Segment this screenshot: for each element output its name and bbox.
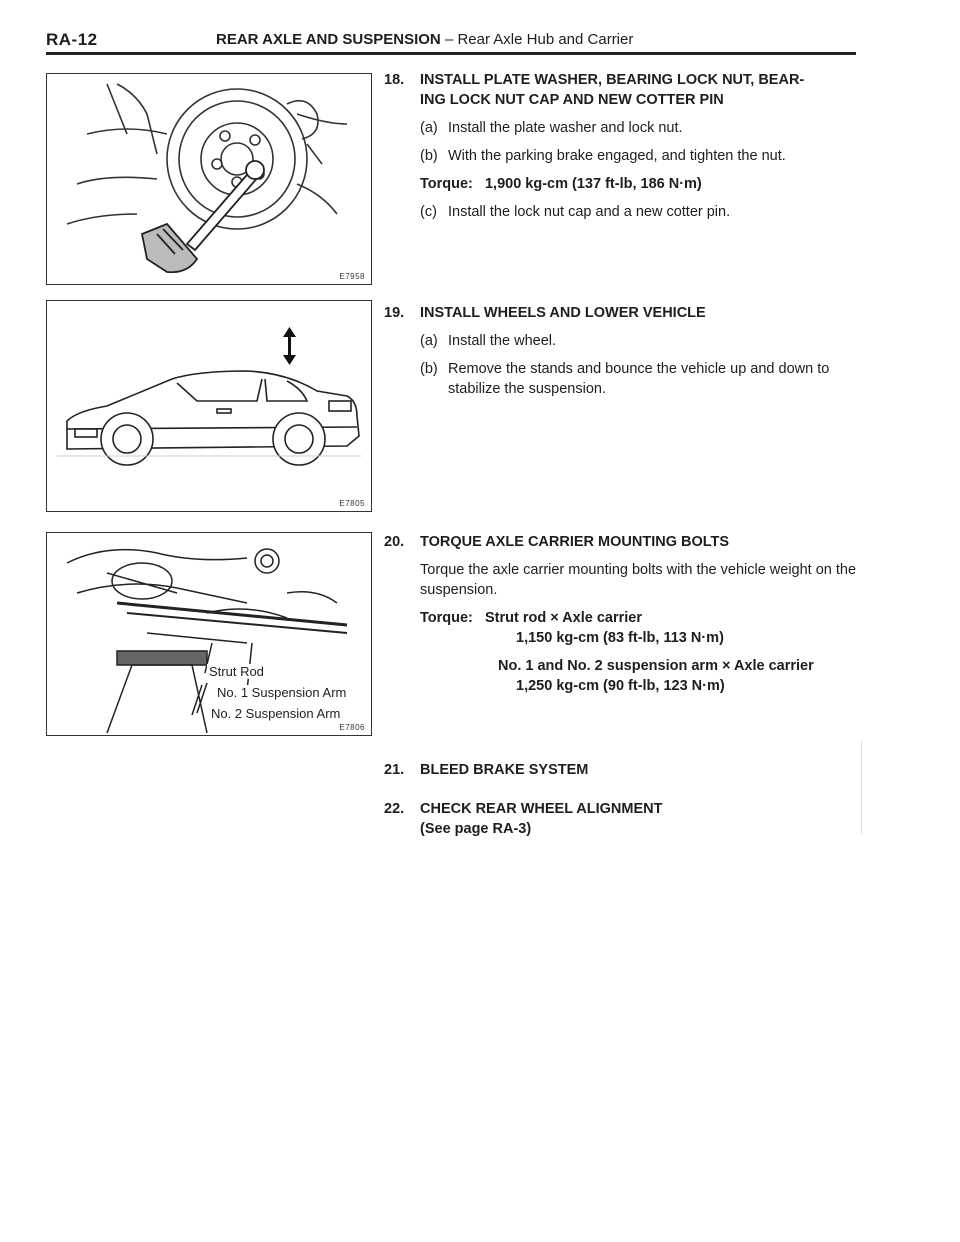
- substep-b: [420, 146, 864, 166]
- step-20: [384, 532, 864, 696]
- substep-a: [420, 118, 864, 138]
- car-illustration: [47, 301, 371, 511]
- step-21: [384, 760, 864, 780]
- page-title: [216, 31, 633, 48]
- substep-mark: (b): [420, 148, 438, 164]
- step-heading: BLEED BRAKE SYSTEM: [420, 762, 589, 778]
- substep-c: [420, 202, 864, 222]
- substep-text: Install the plate washer and lock nut.: [448, 120, 683, 136]
- step-heading: TORQUE AXLE CARRIER MOUNTING BOLTS: [420, 534, 730, 550]
- step-number: 22.: [384, 801, 405, 817]
- step-19: [384, 303, 864, 399]
- step-number: 21.: [384, 762, 405, 778]
- torque-label: Torque:: [420, 176, 473, 192]
- step-heading-line: ING LOCK NUT CAP AND NEW COTTER PIN: [420, 92, 724, 108]
- figure-hub-torque: [46, 73, 372, 285]
- torque-value: 1,250 kg-cm (90 ft-lb, 123 N·m): [516, 678, 725, 694]
- step-22: [384, 799, 864, 839]
- step-reference: (See page RA-3): [420, 821, 532, 837]
- label-no2-suspension-arm: No. 2 Suspension Arm: [211, 706, 341, 721]
- page-title-subsection: – Rear Axle Hub and Carrier: [440, 31, 634, 48]
- step-heading-line: INSTALL PLATE WASHER, BEARING LOCK NUT, BEAR-: [420, 72, 805, 88]
- page-code: RA-12: [46, 30, 98, 49]
- figure-suspension-arms: [46, 532, 372, 736]
- substep-text: Install the wheel.: [448, 333, 557, 349]
- suspension-illustration: [47, 533, 371, 735]
- scan-artifact-line: [861, 740, 862, 834]
- substep-text: Install the lock nut cap and a new cotter pin.: [448, 204, 731, 220]
- label-strut-rod: Strut Rod: [209, 664, 264, 679]
- substep-mark: (a): [420, 333, 438, 349]
- step-number: 19.: [384, 305, 405, 321]
- torque-spec-item: Strut rod × Axle carrier: [484, 610, 642, 626]
- page-header: [46, 28, 856, 58]
- step-number: 18.: [384, 72, 405, 88]
- page-title-section: REAR AXLE AND SUSPENSION: [216, 31, 441, 48]
- torque-label: Torque:: [420, 610, 473, 626]
- torque-spec-item: No. 1 and No. 2 suspension arm × Axle carrier: [498, 658, 814, 674]
- header-rule: [46, 52, 856, 55]
- substep-mark: (c): [420, 204, 437, 220]
- torque-value: 1,900 kg-cm (137 ft-lb, 186 N·m): [484, 176, 702, 192]
- substep-b: [420, 359, 864, 399]
- step-heading: CHECK REAR WHEEL ALIGNMENT: [420, 801, 663, 817]
- step-heading: INSTALL WHEELS AND LOWER VEHICLE: [420, 305, 706, 321]
- figure-code: E7806: [339, 723, 365, 732]
- figure-code: E7958: [339, 272, 365, 281]
- torque-spec: [420, 174, 864, 194]
- step-18: [384, 70, 864, 222]
- substep-mark: (a): [420, 120, 438, 136]
- substep-a: [420, 331, 864, 351]
- substep-text: With the parking brake engaged, and tighten the nut.: [448, 148, 786, 164]
- label-no1-suspension-arm: No. 1 Suspension Arm: [217, 685, 347, 700]
- step-number: 20.: [384, 534, 405, 550]
- hub-illustration: [47, 74, 371, 284]
- step-heading: [420, 70, 864, 110]
- step-paragraph: Torque the axle carrier mounting bolts with the vehicle weight on the suspension.: [420, 562, 857, 598]
- figure-car-lowered: [46, 300, 372, 512]
- substep-mark: (b): [420, 361, 438, 377]
- substep-text: Remove the stands and bounce the vehicle up and down to stabilize the suspension.: [448, 361, 830, 397]
- figure-code: E7805: [339, 499, 365, 508]
- torque-spec: [420, 608, 864, 628]
- torque-value: 1,150 kg-cm (83 ft-lb, 113 N·m): [516, 630, 724, 646]
